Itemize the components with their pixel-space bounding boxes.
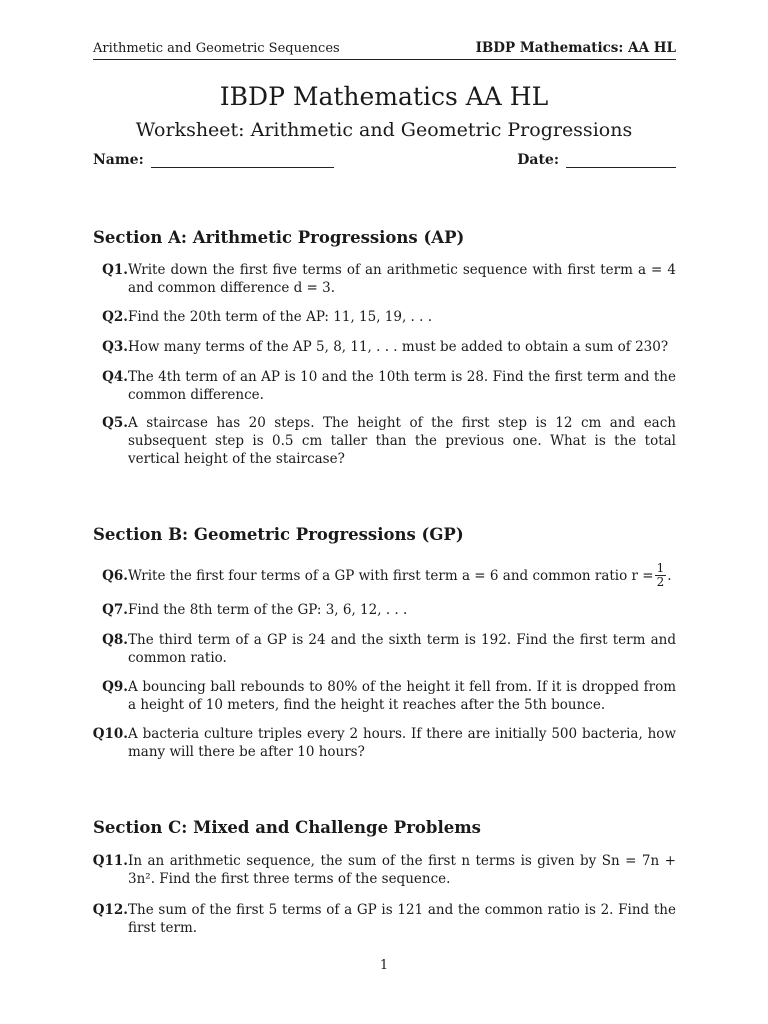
question-text-body: Write the first four terms of a GP with first term a = 6 and common ratio r =	[128, 567, 654, 584]
question-number: Q2.	[102, 309, 128, 325]
fraction-one-half	[655, 562, 667, 589]
running-header	[93, 40, 676, 60]
question-text: The 4th term of an AP is 10 and the 10th term is 28. Find the first term and the common difference.	[128, 369, 676, 403]
question-number: Q1.	[102, 262, 128, 278]
question-number: Q6.	[102, 567, 128, 584]
question-q7	[88, 601, 676, 619]
name-date-row	[93, 152, 676, 168]
name-label: Name:	[93, 152, 144, 168]
question-text: The sum of the first 5 terms of a GP is 121 and the common ratio is 2. Find the first term.	[128, 902, 676, 936]
question-text: Write down the first five terms of an arithmetic sequence with first term a = 4 and common difference d = 3.	[128, 262, 676, 296]
page-number: 1	[379, 958, 389, 973]
question-number: Q8.	[102, 632, 128, 648]
question-q3	[88, 338, 676, 356]
fraction-denominator: 2	[656, 575, 665, 589]
question-q5	[88, 414, 676, 468]
question-q1	[88, 261, 676, 297]
question-q4	[88, 368, 676, 404]
date-field	[517, 152, 676, 168]
question-q11	[88, 852, 676, 888]
date-blank-line[interactable]	[566, 154, 676, 168]
section-b-title: Section B: Geometric Progressions (GP)	[93, 525, 464, 544]
question-text: A staircase has 20 steps. The height of the first step is 12 cm and each subsequent step is 0.5 cm taller than the previous one. What is the total vertical height of the staircase?	[128, 415, 676, 467]
section-c-title: Section C: Mixed and Challenge Problems	[93, 818, 481, 837]
question-text-end: .	[667, 567, 672, 584]
question-text: Find the 20th term of the AP: 11, 15, 19, . . .	[128, 309, 433, 325]
question-text: A bacteria culture triples every 2 hours. If there are initially 500 bacteria, how many will there be after 10 hours?	[128, 726, 676, 760]
question-q6	[88, 562, 676, 589]
question-text: How many terms of the AP 5, 8, 11, . . . must be added to obtain a sum of 230?	[128, 339, 669, 355]
fraction-numerator: 1	[656, 561, 665, 575]
question-text: Find the 8th term of the GP: 3, 6, 12, . . .	[128, 602, 408, 618]
question-number: Q5.	[102, 415, 128, 431]
question-text	[128, 562, 676, 589]
question-q2	[88, 308, 676, 326]
question-q12	[88, 901, 676, 937]
header-right: IBDP Mathematics: AA HL	[475, 40, 676, 56]
page-subtitle: Worksheet: Arithmetic and Geometric Progressions	[135, 119, 633, 141]
question-number: Q7.	[102, 602, 128, 618]
question-number: Q3.	[102, 339, 128, 355]
question-number: Q9.	[102, 679, 128, 695]
header-left: Arithmetic and Geometric Sequences	[93, 41, 340, 56]
name-blank-line[interactable]	[151, 154, 334, 168]
question-q8	[88, 631, 676, 667]
question-text: The third term of a GP is 24 and the sixth term is 192. Find the first term and common ratio.	[128, 632, 676, 666]
question-number: Q11.	[92, 853, 128, 869]
section-a-title: Section A: Arithmetic Progressions (AP)	[93, 228, 465, 247]
question-number: Q4.	[102, 369, 128, 385]
page-title: IBDP Mathematics AA HL	[219, 82, 549, 111]
question-text: A bouncing ball rebounds to 80% of the height it fell from. If it is dropped from a height of 10 meters, find the height it reaches after the 5th bounce.	[128, 679, 676, 713]
date-label: Date:	[517, 152, 559, 168]
question-number: Q10.	[92, 726, 128, 742]
question-text: In an arithmetic sequence, the sum of the first n terms is given by Sn = 7n + 3n². Find the first three terms of the sequence.	[128, 853, 676, 887]
question-q10	[88, 725, 676, 761]
question-number: Q12.	[92, 902, 128, 918]
question-q9	[88, 678, 676, 714]
name-field	[93, 152, 334, 168]
